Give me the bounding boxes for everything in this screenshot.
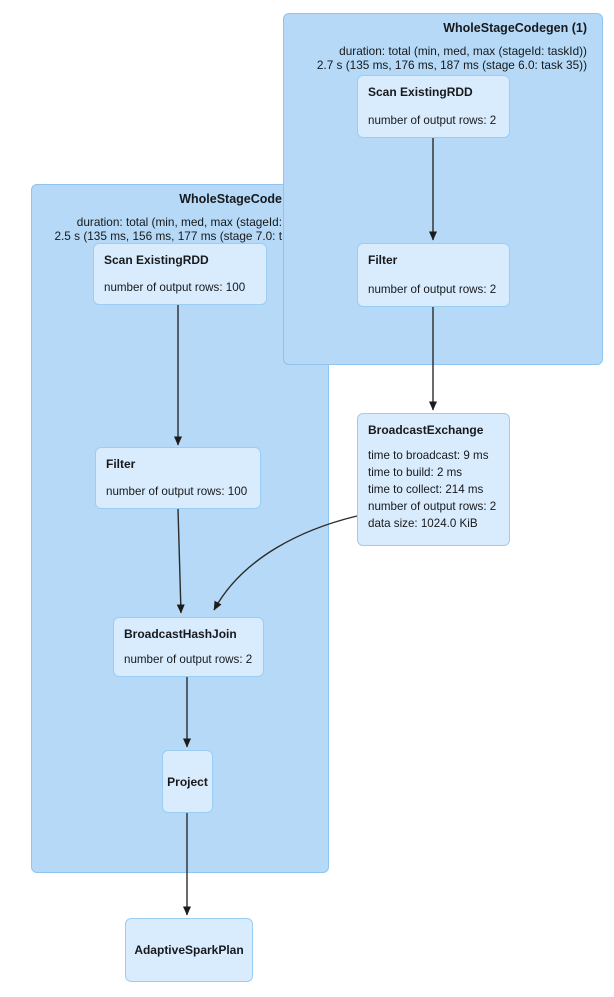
node-scan-existing-rdd-1[interactable] (357, 75, 510, 138)
node-metric: number of output rows: 100 (104, 281, 246, 294)
node-title: Filter (106, 457, 136, 471)
node-metric: time to broadcast: 9 ms (368, 449, 489, 462)
node-title: AdaptiveSparkPlan (134, 943, 244, 957)
node-metric: data size: 1024.0 KiB (368, 517, 478, 530)
node-title: Filter (368, 253, 398, 267)
node-metric: time to collect: 214 ms (368, 483, 484, 496)
cluster-title: WholeStageCodegen (1) (443, 21, 587, 35)
node-metric: number of output rows: 2 (368, 114, 497, 127)
node-filter-2[interactable] (95, 447, 261, 509)
node-title: BroadcastHashJoin (124, 627, 237, 641)
node-metric: time to build: 2 ms (368, 466, 463, 479)
node-metric: number of output rows: 2 (368, 283, 497, 296)
node-title: Project (167, 774, 208, 789)
cluster-header (317, 21, 587, 72)
node-broadcast-hash-join[interactable] (113, 617, 264, 677)
cluster-wholestagecodegen-1 (283, 13, 603, 365)
cluster-header (54, 192, 282, 243)
duration-line-1: duration: total (min, med, max (stageId: taskId)) (339, 44, 587, 58)
node-metric: number of output rows: 2 (124, 653, 253, 666)
duration-line-2: 2.7 s (135 ms, 176 ms, 187 ms (stage 6.0: task 35)) (316, 58, 587, 72)
node-metric: number of output rows: 100 (106, 485, 248, 498)
cluster-duration (317, 44, 587, 72)
node-scan-existing-rdd-2[interactable] (93, 243, 267, 305)
duration-line-1: duration: total (min, med, max (stageId: (76, 215, 282, 229)
cluster-title: WholeStageCode (179, 192, 282, 206)
node-adaptive-spark-plan[interactable] (125, 918, 253, 982)
node-title: BroadcastExchange (368, 423, 484, 437)
node-title: Scan ExistingRDD (104, 253, 209, 267)
node-metric-list (368, 447, 499, 532)
node-metric: number of output rows: 2 (368, 500, 497, 513)
node-broadcast-exchange[interactable] (357, 413, 510, 546)
node-filter-1[interactable] (357, 243, 510, 307)
node-title: Scan ExistingRDD (368, 85, 473, 99)
duration-line-2: 2.5 s (135 ms, 156 ms, 177 ms (stage 7.0: t (54, 229, 282, 243)
cluster-duration (54, 215, 282, 243)
node-project[interactable] (162, 750, 213, 813)
